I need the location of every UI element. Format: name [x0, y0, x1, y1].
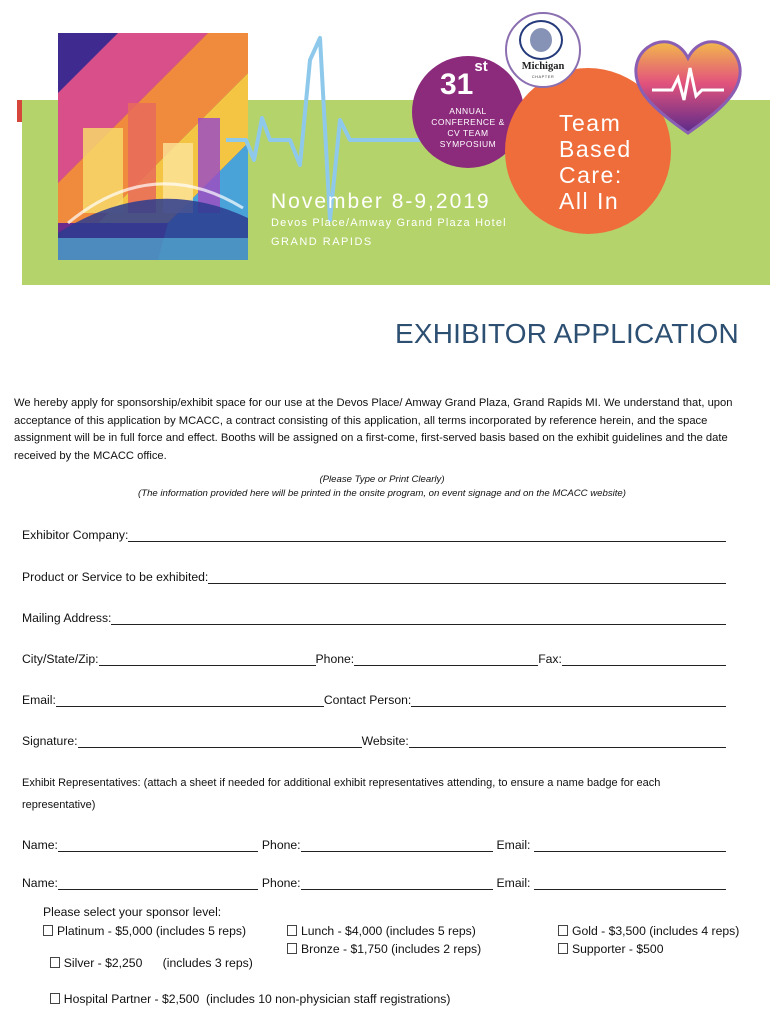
- phone-field[interactable]: [354, 653, 538, 666]
- checkbox-icon[interactable]: [287, 943, 297, 954]
- sponsor-option-label: Gold - $3,500 (includes 4 reps): [572, 924, 740, 938]
- heart-icon: [632, 38, 744, 138]
- email-contact-row: [22, 689, 726, 707]
- product-label: Product or Service to be exhibited:: [22, 570, 209, 584]
- conference-number: 31: [440, 68, 474, 101]
- company-label: Exhibitor Company:: [22, 528, 129, 542]
- tagline-line-1: Team: [559, 110, 622, 136]
- event-date: November 8-9,2019: [271, 190, 491, 213]
- city-state-zip-label: City/State/Zip:: [22, 652, 99, 666]
- mailing-row: [22, 607, 726, 625]
- rep-phone-field[interactable]: [301, 839, 493, 852]
- rep-row-1: [22, 834, 726, 852]
- tagline-line-3: Care:: [559, 162, 623, 188]
- rep-email-field[interactable]: [534, 839, 726, 852]
- sponsor-option-label: Bronze - $1,750 (includes 2 reps): [301, 942, 482, 956]
- checkbox-icon[interactable]: [287, 925, 297, 936]
- rep-phone-label: Phone:: [261, 876, 301, 890]
- contact-person-label: Contact Person:: [323, 693, 412, 707]
- sponsor-option-silver[interactable]: [43, 942, 253, 970]
- city-state-zip-field[interactable]: [99, 653, 316, 666]
- product-row: [22, 566, 726, 584]
- sponsor-option-bronze[interactable]: [287, 942, 481, 956]
- rep-phone-field[interactable]: [301, 877, 493, 890]
- mailing-address-field[interactable]: [111, 612, 726, 625]
- rep-email-label: Email:: [496, 876, 531, 890]
- sponsor-option-lunch[interactable]: [287, 924, 476, 938]
- company-field[interactable]: [128, 529, 726, 542]
- print-instructions: [14, 473, 750, 500]
- sponsor-option-supporter[interactable]: [558, 942, 663, 956]
- contact-person-field[interactable]: [411, 694, 726, 707]
- rep-name-label: Name:: [22, 838, 58, 852]
- fax-label: Fax:: [538, 652, 562, 666]
- signature-field[interactable]: [78, 735, 362, 748]
- conference-line-cv-team: CV TEAM: [447, 128, 489, 138]
- tagline-line-4: All In: [559, 188, 620, 214]
- email-label: Email:: [22, 693, 56, 707]
- fax-field[interactable]: [562, 653, 726, 666]
- tagline: [559, 110, 632, 214]
- checkbox-icon[interactable]: [50, 993, 60, 1004]
- seal-emblem-icon: [519, 20, 563, 60]
- city-phone-fax-row: [22, 648, 726, 666]
- signature-label: Signature:: [22, 734, 78, 748]
- print-subnote: (The information provided here will be printed in the onsite program, on event signage and on the MCACC website): [138, 487, 626, 499]
- event-venue: Devos Place/Amway Grand Plaza Hotel: [271, 217, 507, 229]
- sponsor-option-hospital-partner[interactable]: [43, 978, 450, 1006]
- michigan-chapter-seal-logo: [505, 12, 581, 88]
- checkbox-icon[interactable]: [558, 925, 568, 936]
- rep-name-label: Name:: [22, 876, 58, 890]
- rep-email-field[interactable]: [534, 877, 726, 890]
- sponsor-option-gold[interactable]: [558, 924, 739, 938]
- exhibit-representatives-note: Exhibit Representatives: (attach a sheet if needed for additional exhibit representatives attending, to ensure a name badge for each representative): [22, 777, 661, 811]
- conference-line-annual: ANNUAL: [449, 106, 487, 116]
- sponsor-option-label: Lunch - $4,000 (includes 5 reps): [301, 924, 476, 938]
- page-title: EXHIBITOR APPLICATION: [395, 318, 739, 349]
- tagline-line-2: Based: [559, 136, 632, 162]
- print-note: (Please Type or Print Clearly): [319, 474, 445, 485]
- rep-email-label: Email:: [496, 838, 531, 852]
- conference-line-conference: CONFERENCE &: [431, 117, 505, 127]
- sponsor-level-title: Please select your sponsor level:: [43, 905, 222, 919]
- email-field[interactable]: [56, 694, 324, 707]
- sponsor-option-label: Hospital Partner - $2,500 (includes 10 non-physician staff registrations): [63, 992, 451, 1006]
- seal-state: Michigan: [521, 61, 565, 72]
- product-field[interactable]: [208, 571, 726, 584]
- company-row: [22, 524, 726, 542]
- rep-row-2: [22, 872, 726, 890]
- rep-name-field[interactable]: [58, 877, 258, 890]
- sponsor-option-label: Supporter - $500: [572, 942, 664, 956]
- mailing-label: Mailing Address:: [22, 611, 112, 625]
- sponsor-option-label: Silver - $2,250 (includes 3 reps): [63, 956, 253, 970]
- conference-banner: [0, 0, 770, 290]
- sponsor-option-label: Platinum - $5,000 (includes 5 reps): [57, 924, 247, 938]
- conference-number-suffix: st: [474, 58, 488, 75]
- signature-website-row: [22, 730, 726, 748]
- conference-line-symposium: SYMPOSIUM: [439, 139, 497, 149]
- website-label: Website:: [361, 734, 409, 748]
- checkbox-icon[interactable]: [558, 943, 568, 954]
- checkbox-icon[interactable]: [43, 925, 53, 936]
- sponsor-option-platinum[interactable]: [43, 924, 246, 938]
- rep-phone-label: Phone:: [261, 838, 301, 852]
- seal-chapter: CHAPTER: [531, 74, 555, 79]
- application-intro: We hereby apply for sponsorship/exhibit space for our use at the Devos Place/ Amway Grand Plaza, Grand Rapids MI. We understand that, upon acceptance of this application by MCACC, a contract consisting of this application, all terms incorporated by reference herein, and the space assignment will be in full force and effect. Booths will be assigned on a first-come, first-served basis based on the exhibit guidelines and the date received by the MCACC office.: [14, 397, 733, 462]
- phone-label: Phone:: [315, 652, 355, 666]
- checkbox-icon[interactable]: [50, 957, 60, 968]
- event-city: GRAND RAPIDS: [271, 236, 373, 248]
- rep-name-field[interactable]: [58, 839, 258, 852]
- website-field[interactable]: [409, 735, 726, 748]
